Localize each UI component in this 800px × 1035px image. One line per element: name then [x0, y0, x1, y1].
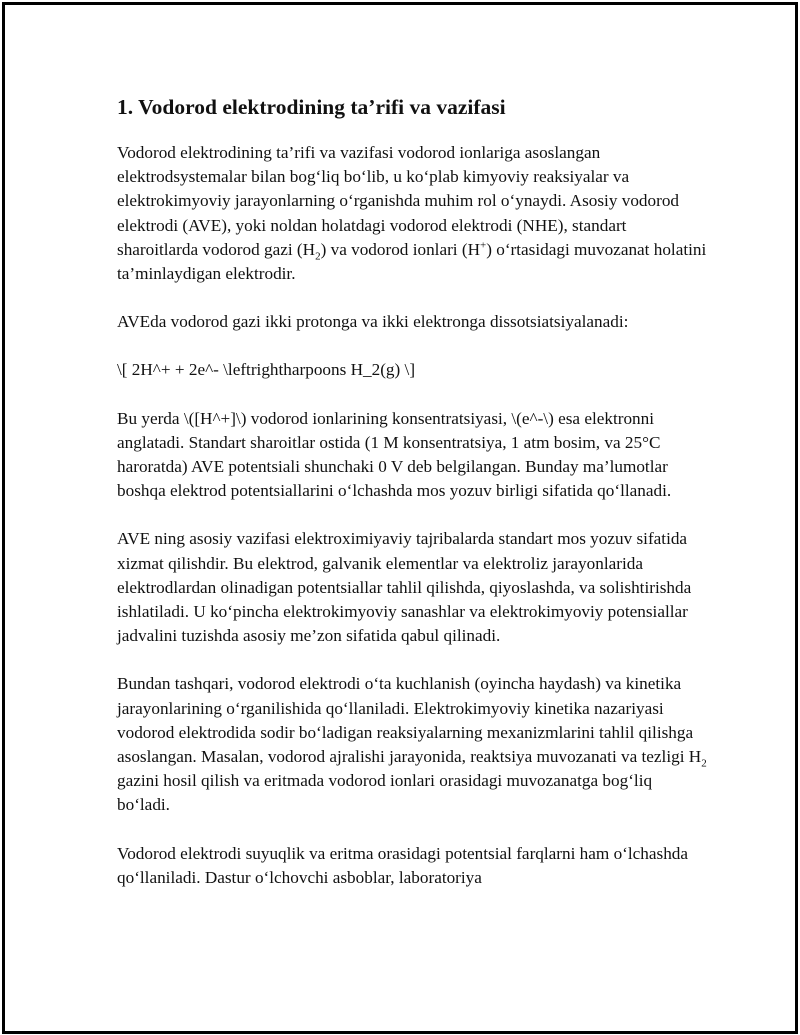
paragraph-text: Vodorod elektrodining ta’rifi va vazifasi vodorod ionlariga asoslangan elektrodsystemalar bilan bog‘liq bo‘lib, u ko‘plab kimyoviy reaksiyalar va elektrokimyoviy jarayonlarning o‘rganishda muhim rol o‘ynaydi. Asosiy vodorod elektrodi (AVE), yoki noldan holatdagi vodorod elektrodi (NHE), standart sharoitlarda vodorod gazi (H [117, 143, 680, 259]
paragraph-text: gazini hosil qilish va eritmada vodorod ionlari orasidagi muvozanatga bog‘liq bo‘ladi. [117, 771, 653, 815]
superscript: + [480, 239, 487, 252]
paragraph-kinetics [117, 672, 707, 817]
paragraph-measurement: Vodorod elektrodi suyuqlik va eritma orasidagi potentsial farqlarni ham o‘lchashda qo‘llaniladi. Dastur o‘lchovchi asboblar, laboratoriya [117, 843, 689, 887]
paragraph-dissociation: AVEda vodorod gazi ikki protonga va ikki elektronga dissotsiatsiyalanadi: [117, 312, 629, 332]
paragraph-text: Bundan tashqari, vodorod elektrodi o‘ta kuchlanish (oyincha haydash) va kinetika jarayonlarining o‘rganilishida qo‘llaniladi. Elektrokimyoviy kinetika nazariyasi vodorod elektrodida sodir bo‘ladigan reaksiyalarning mexanizmlarini tahlil qilishga asoslangan. Masalan, vodorod ajralishi jarayonida, reaktsiya muvozanati va tezligi H [117, 674, 702, 767]
subscript: 2 [315, 250, 321, 263]
subscript: 2 [701, 757, 707, 770]
paragraph-text: ) o‘rtasidagi muvozanat holatini ta’minlaydigan elektrodir. [117, 239, 707, 284]
paragraph-definition [117, 141, 707, 286]
section-heading: 1. Vodorod elektrodining ta’rifi va vazifasi [117, 95, 506, 119]
paragraph-text: ) va vodorod ionlari (H [320, 239, 480, 259]
paragraph-explanation: Bu yerda \([H^+]\) vodorod ionlarining konsentratsiyasi, \(e^-\) esa elektronni anglatadi. Standart sharoitlar ostida (1 M konsentratsiya, 1 atm bosim, va 25°C haroratda) AVE potentsiali shunchaki 0 V deb belgilangan. Bunday ma’lumotlar boshqa elektrod potentsiallarini o‘lchashda mos yozuv birligi sifatida qo‘llanadi. [117, 408, 672, 501]
paragraph-function: AVE ning asosiy vazifasi elektroximiyaviy tajribalarda standart mos yozuv sifatida xizmat qilishdir. Bu elektrod, galvanik elementlar va elektroliz jarayonlarida elektrodlardan olinadigan potentsiallar tahlil qilishda, qiyoslashda, va solishtirishda ishlatiladi. U ko‘pincha elektrokimyoviy sanashlar va elektrokimyoviy potensiallar jadvalini tuzishda asosiy me’zon sifatida qabul qilinadi. [117, 529, 692, 646]
document-body [117, 92, 707, 914]
equation-text: \[ 2H^+ + 2e^- \leftrightharpoons H_2(g) \] [117, 360, 416, 380]
